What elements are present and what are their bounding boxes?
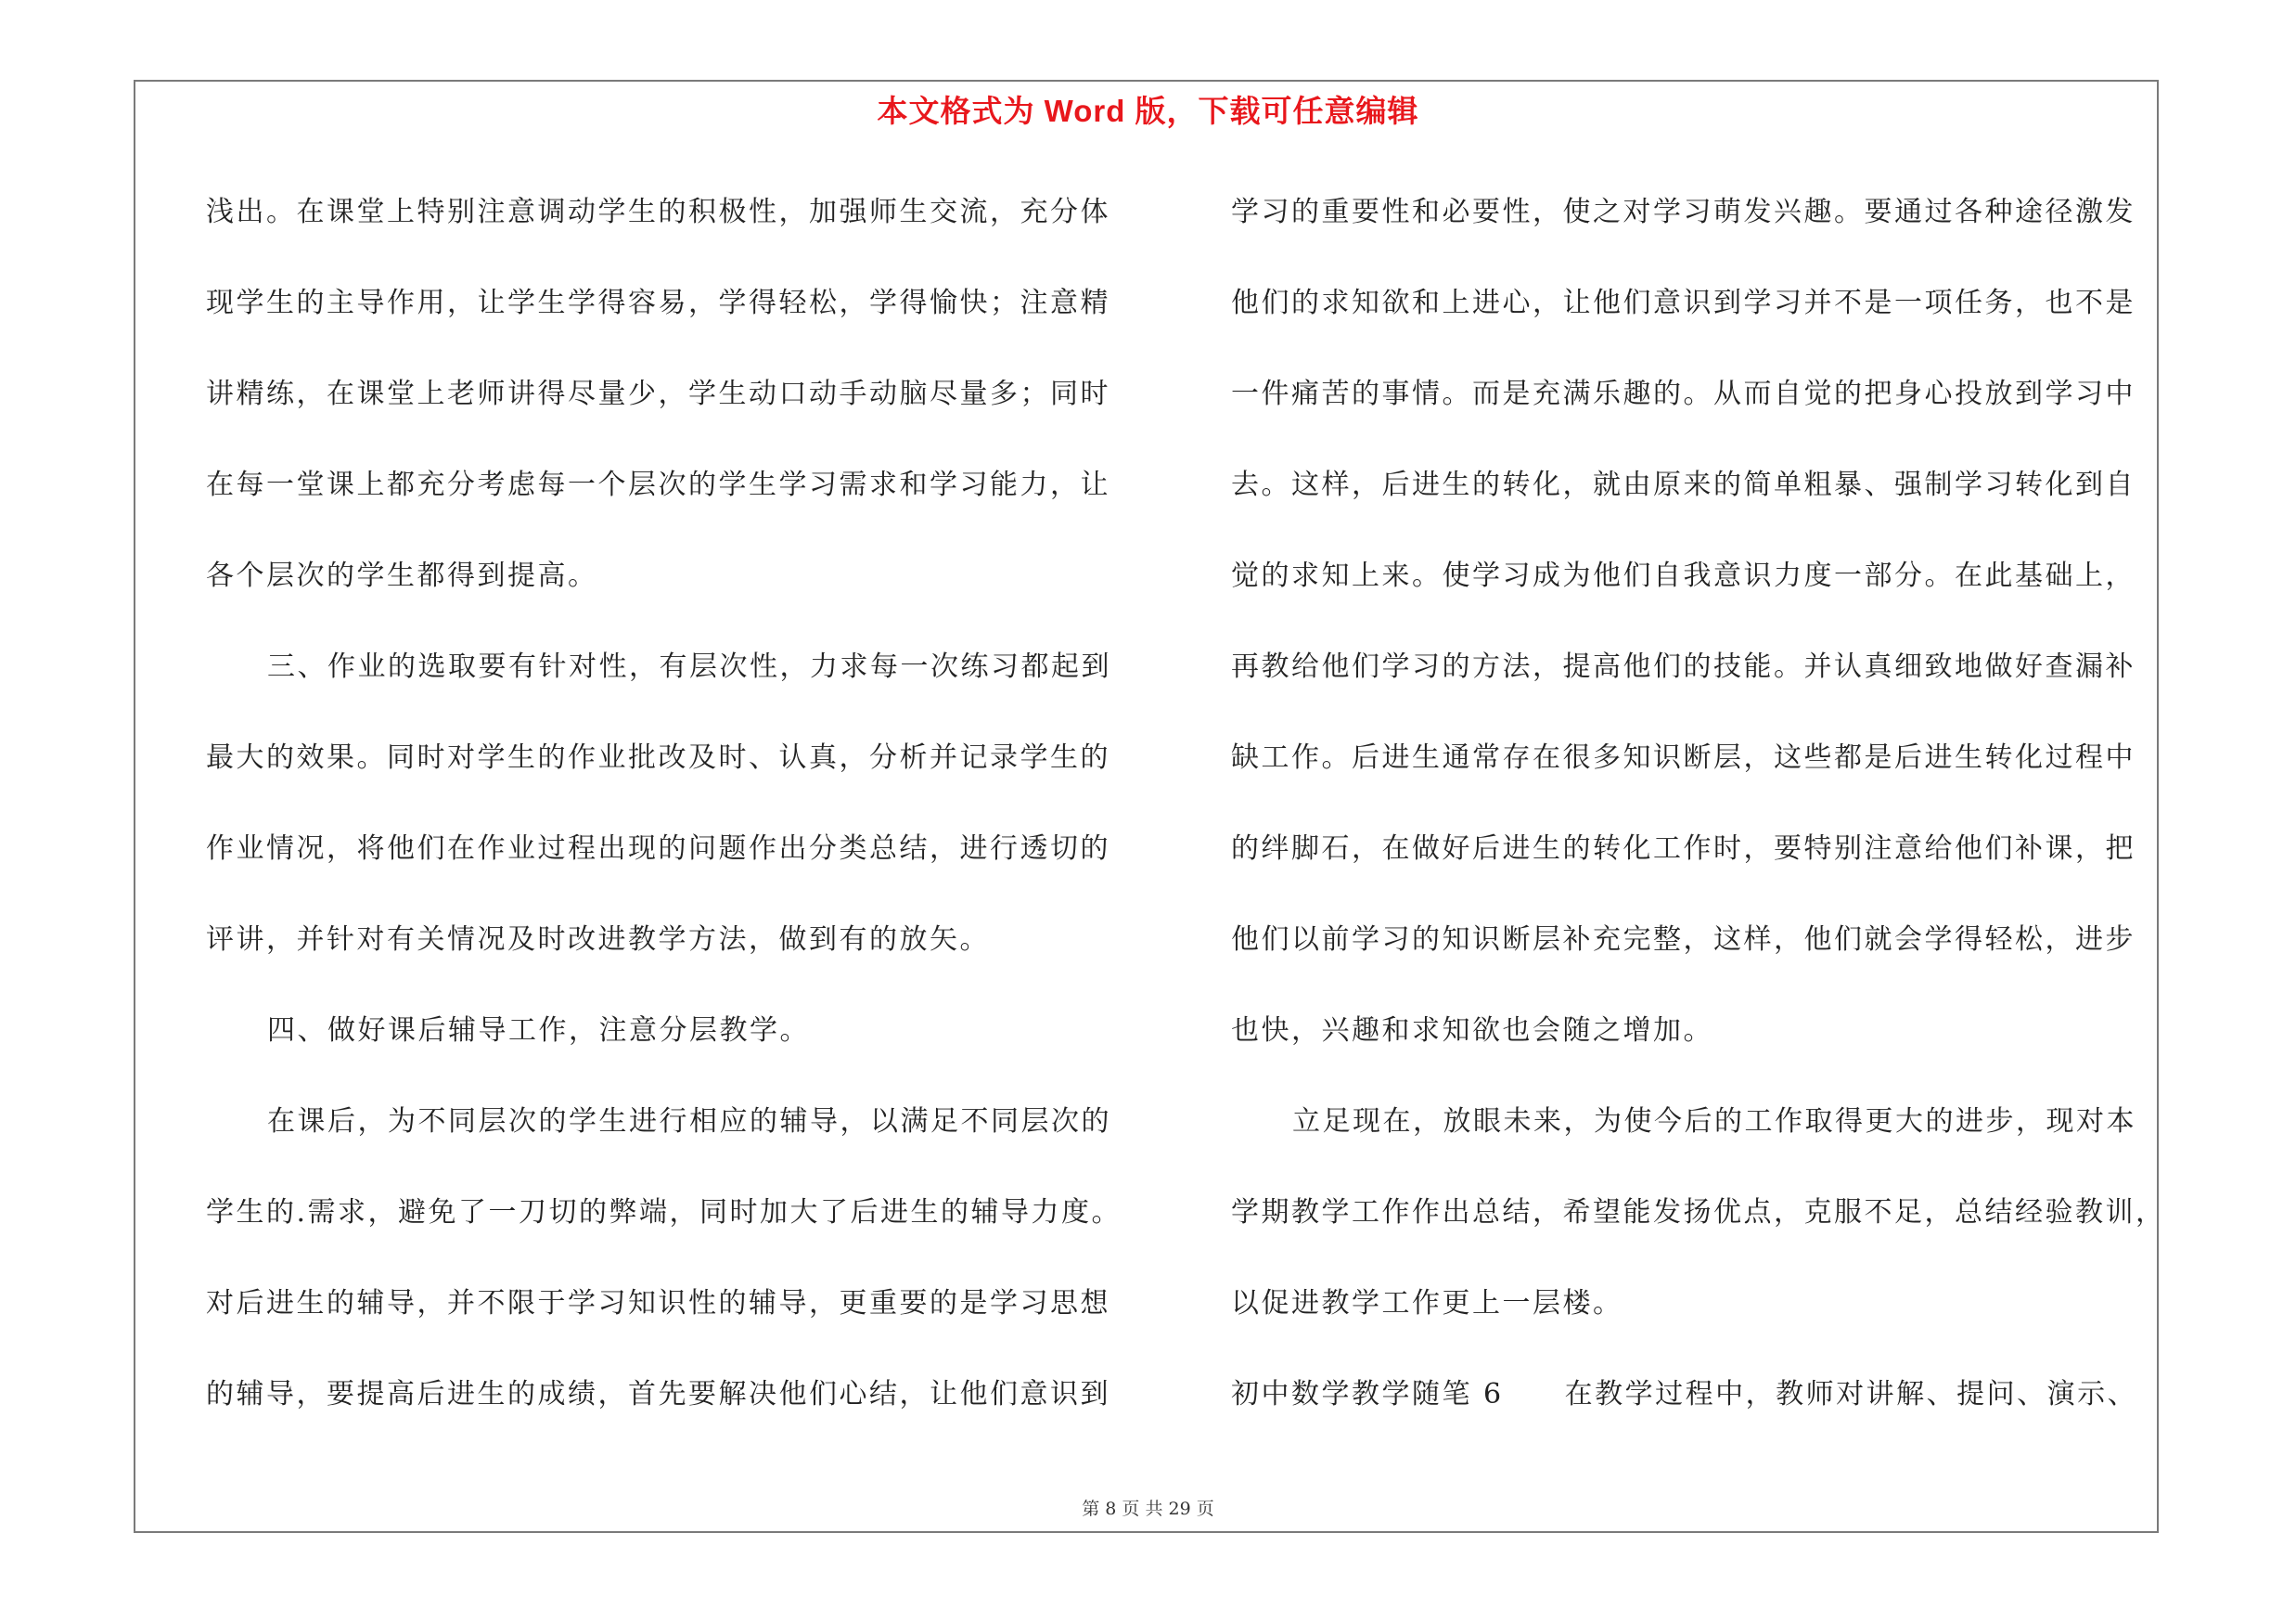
text-line: 学习的重要性和必要性，使之对学习萌发兴趣。要通过各种途径激发: [1231, 196, 2136, 228]
text-line: 学期教学工作作出总结，希望能发扬优点，克服不足，总结经验教训，: [1231, 1196, 2166, 1229]
text-line: 也快，兴趣和求知欲也会随之增加。: [1231, 1014, 1713, 1047]
left-text-column: [206, 187, 1134, 1460]
text-line: 的绊脚石，在做好后进生的转化工作时，要特别注意给他们补课，把: [1231, 832, 2136, 865]
section-heading-line: 四、做好课后辅导工作，注意分层教学。: [267, 1014, 810, 1047]
paragraph-start-line: 三、作业的选取要有针对性，有层次性，力求每一次练习都起到: [267, 650, 1111, 683]
essay-opening-text: 在教学过程中，教师对讲解、提问、演示、: [1564, 1378, 2138, 1410]
text-line: 他们的求知欲和上进心，让他们意识到学习并不是一项任务，也不是: [1231, 287, 2136, 319]
paragraph-start-line: 在课后，为不同层次的学生进行相应的辅导，以满足不同层次的: [267, 1105, 1111, 1138]
right-text-column: [1231, 187, 2166, 1460]
text-line: 学生的.需求，避免了一刀切的弊端，同时加大了后进生的辅导力度。: [206, 1196, 1122, 1229]
text-line: 浅出。在课堂上特别注意调动学生的积极性，加强师生交流，充分体: [206, 196, 1110, 228]
word-format-banner: 本文格式为 Word 版，下载可任意编辑: [877, 94, 1419, 128]
text-line: 各个层次的学生都得到提高。: [206, 560, 598, 592]
text-line: 的辅导，要提高后进生的成绩，首先要解决他们心结，让他们意识到: [206, 1378, 1110, 1410]
text-line: 对后进生的辅导，并不限于学习知识性的辅导，更重要的是学习思想: [206, 1287, 1110, 1320]
page-number-footer: 第 8 页 共 29 页: [1082, 1499, 1214, 1519]
essay-title-line: [1231, 1369, 2159, 1460]
text-line: 讲精练，在课堂上老师讲得尽量少，学生动口动手动脑尽量多；同时: [206, 378, 1110, 410]
text-line: 现学生的主导作用，让学生学得容易，学得轻松，学得愉快；注意精: [206, 287, 1110, 319]
essay-title: 初中数学教学随笔 6: [1231, 1378, 1504, 1410]
text-line: 去。这样，后进生的转化，就由原来的简单粗暴、强制学习转化到自: [1231, 469, 2136, 501]
text-line: 在每一堂课上都充分考虑每一个层次的学生学习需求和学习能力，让: [206, 469, 1110, 501]
text-line: 作业情况，将他们在作业过程出现的问题作出分类总结，进行透切的: [206, 832, 1110, 865]
text-line: 再教给他们学习的方法，提高他们的技能。并认真细致地做好查漏补: [1231, 650, 2136, 683]
text-line: 缺工作。后进生通常存在很多知识断层，这些都是后进生转化过程中: [1231, 741, 2136, 774]
text-line: 一件痛苦的事情。而是充满乐趣的。从而自觉的把身心投放到学习中: [1231, 378, 2136, 410]
text-line: 觉的求知上来。使学习成为他们自我意识力度一部分。在此基础上，: [1231, 560, 2136, 592]
text-line: 评讲，并针对有关情况及时改进教学方法，做到有的放矢。: [206, 923, 990, 956]
paragraph-start-line: 立足现在，放眼未来，为使今后的工作取得更大的进步，现对本: [1292, 1105, 2136, 1138]
text-line: 他们以前学习的知识断层补充完整，这样，他们就会学得轻松，进步: [1231, 923, 2136, 956]
text-line: 最大的效果。同时对学生的作业批改及时、认真，分析并记录学生的: [206, 741, 1110, 774]
text-line: 以促进教学工作更上一层楼。: [1231, 1287, 1623, 1320]
